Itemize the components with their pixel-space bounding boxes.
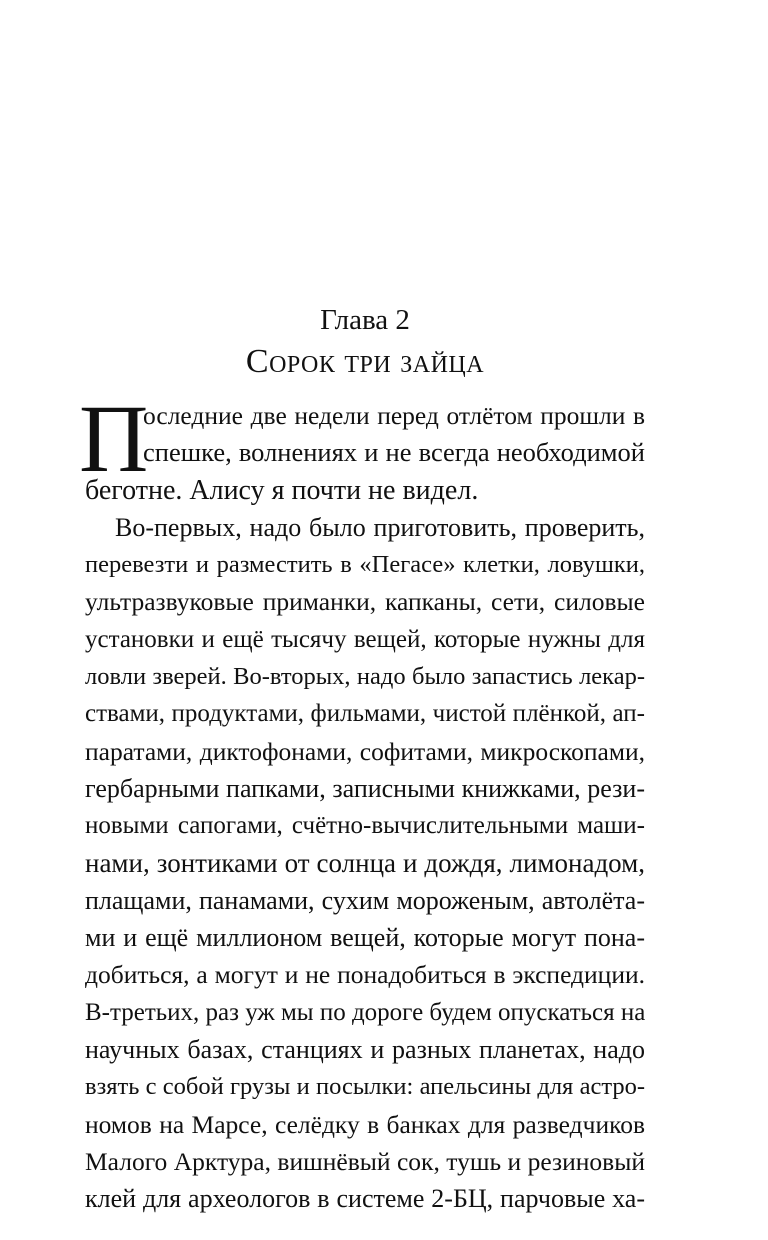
- text-line: клей для археологов в системе 2-БЦ, парчовые ха-: [85, 1184, 645, 1214]
- text-line: ми и ещё миллионом вещей, которые могут пона-: [85, 923, 645, 953]
- text-line: оследние две недели перед отлётом прошли в: [143, 401, 645, 430]
- text-line: ствами, продуктами, фильмами, чистой плёнкой, ап-: [85, 700, 645, 728]
- text-line: ультразвуковые приманки, капканы, сети, силовые: [85, 587, 645, 617]
- text-line: беготне. Алису я почти не видел.: [85, 474, 479, 506]
- drop-cap: П: [79, 385, 149, 492]
- text-line: взять с собой грузы и посылки: апельсины для астро-: [85, 1073, 645, 1101]
- text-line: Во-первых, надо было приготовить, проверить,: [115, 512, 645, 542]
- text-line: ловли зверей. Во-вторых, надо было запастись лекар-: [85, 663, 645, 691]
- text-line: В-третьих, раз уж мы по дороге будем опускаться на: [85, 998, 645, 1026]
- text-line: паратами, диктофонами, софитами, микроскопами,: [85, 736, 645, 766]
- text-line: спешке, волнениях и не всегда необходимой: [143, 437, 645, 468]
- body-text: [79, 385, 645, 1218]
- text-line: гербарными папками, записными книжками, рези-: [85, 773, 645, 803]
- paragraph-1: [79, 385, 645, 509]
- text-line: Малого Арктура, вишнёвый сок, тушь и резиновый: [85, 1146, 645, 1176]
- chapter-number: Глава 2: [320, 304, 410, 336]
- text-line: научных базах, станциях и разных планетах, надо: [85, 1035, 645, 1065]
- text-line: новыми сапогами, счётно-вычислительными маши-: [85, 812, 645, 840]
- book-page: [79, 0, 645, 1240]
- text-line: перевезти и разместить в «Пегасе» клетки, ловушки,: [85, 551, 645, 579]
- text-line: добиться, а могут и не понадобиться в экспедиции.: [85, 960, 645, 990]
- text-line: установки и ещё тысячу вещей, которые нужны для: [85, 625, 645, 653]
- paragraph-2: [85, 509, 645, 1218]
- text-line: номов на Марсе, селёдку в банках для разведчиков: [85, 1109, 645, 1139]
- chapter-title: Сорок три зайца: [245, 343, 485, 380]
- text-line: нами, зонтиками от солнца и дождя, лимонадом,: [85, 847, 645, 878]
- text-line: плащами, панамами, сухим мороженым, автолёта-: [85, 885, 645, 915]
